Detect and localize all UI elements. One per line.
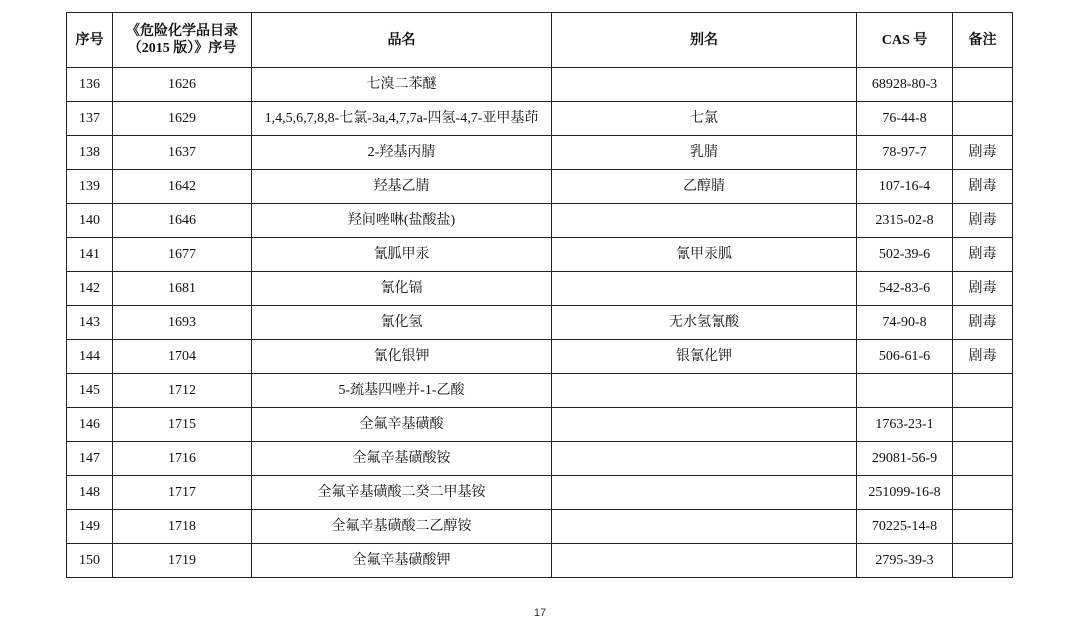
cell-name: 全氟辛基磺酸二乙醇铵 bbox=[252, 510, 552, 544]
cell-seq: 150 bbox=[67, 544, 113, 578]
cell-name: 七溴二苯醚 bbox=[252, 68, 552, 102]
cell-catalog-seq: 1718 bbox=[113, 510, 252, 544]
cell-remark: 剧毒 bbox=[953, 204, 1013, 238]
chemical-table bbox=[66, 12, 1013, 578]
cell-cas: 251099-16-8 bbox=[857, 476, 953, 510]
table-row bbox=[67, 204, 1013, 238]
header-catalog-seq bbox=[113, 13, 252, 68]
cell-alias bbox=[552, 510, 857, 544]
cell-seq: 141 bbox=[67, 238, 113, 272]
cell-seq: 140 bbox=[67, 204, 113, 238]
cell-remark bbox=[953, 442, 1013, 476]
cell-remark: 剧毒 bbox=[953, 340, 1013, 374]
table-row bbox=[67, 272, 1013, 306]
cell-alias: 银氰化钾 bbox=[552, 340, 857, 374]
cell-cas: 2315-02-8 bbox=[857, 204, 953, 238]
cell-alias: 乙醇腈 bbox=[552, 170, 857, 204]
cell-catalog-seq: 1637 bbox=[113, 136, 252, 170]
cell-cas: 2795-39-3 bbox=[857, 544, 953, 578]
cell-catalog-seq: 1717 bbox=[113, 476, 252, 510]
cell-alias bbox=[552, 442, 857, 476]
cell-catalog-seq: 1626 bbox=[113, 68, 252, 102]
header-seq: 序号 bbox=[67, 13, 113, 68]
cell-remark bbox=[953, 408, 1013, 442]
table-row bbox=[67, 442, 1013, 476]
cell-cas: 68928-80-3 bbox=[857, 68, 953, 102]
header-alias: 别名 bbox=[552, 13, 857, 68]
table-row bbox=[67, 306, 1013, 340]
cell-remark: 剧毒 bbox=[953, 136, 1013, 170]
cell-name: 2-羟基丙腈 bbox=[252, 136, 552, 170]
cell-catalog-seq: 1712 bbox=[113, 374, 252, 408]
cell-name: 全氟辛基磺酸钾 bbox=[252, 544, 552, 578]
cell-name: 氰化银钾 bbox=[252, 340, 552, 374]
table-header-row bbox=[67, 13, 1013, 68]
cell-alias bbox=[552, 272, 857, 306]
table-row bbox=[67, 136, 1013, 170]
table-row bbox=[67, 238, 1013, 272]
cell-cas: 107-16-4 bbox=[857, 170, 953, 204]
cell-name: 羟间唑啉(盐酸盐) bbox=[252, 204, 552, 238]
page-number: 17 bbox=[533, 607, 547, 619]
cell-catalog-seq: 1704 bbox=[113, 340, 252, 374]
cell-cas bbox=[857, 374, 953, 408]
cell-remark: 剧毒 bbox=[953, 272, 1013, 306]
cell-cas: 1763-23-1 bbox=[857, 408, 953, 442]
cell-cas: 542-83-6 bbox=[857, 272, 953, 306]
cell-remark bbox=[953, 510, 1013, 544]
cell-catalog-seq: 1693 bbox=[113, 306, 252, 340]
table-row bbox=[67, 544, 1013, 578]
cell-alias bbox=[552, 544, 857, 578]
table-row bbox=[67, 510, 1013, 544]
header-name: 品名 bbox=[252, 13, 552, 68]
cell-catalog-seq: 1677 bbox=[113, 238, 252, 272]
cell-catalog-seq: 1646 bbox=[113, 204, 252, 238]
cell-remark bbox=[953, 374, 1013, 408]
cell-seq: 145 bbox=[67, 374, 113, 408]
cell-seq: 138 bbox=[67, 136, 113, 170]
cell-catalog-seq: 1642 bbox=[113, 170, 252, 204]
cell-seq: 144 bbox=[67, 340, 113, 374]
table-row bbox=[67, 102, 1013, 136]
cell-cas: 74-90-8 bbox=[857, 306, 953, 340]
cell-cas: 506-61-6 bbox=[857, 340, 953, 374]
table-row bbox=[67, 408, 1013, 442]
cell-catalog-seq: 1629 bbox=[113, 102, 252, 136]
cell-alias: 无水氢氰酸 bbox=[552, 306, 857, 340]
cell-name: 1,4,5,6,7,8,8-七氯-3a,4,7,7a-四氢-4,7-亚甲基茚 bbox=[252, 102, 552, 136]
cell-cas: 502-39-6 bbox=[857, 238, 953, 272]
header-catalog-seq-line1: 《危险化学品目录 bbox=[126, 24, 238, 39]
cell-cas: 76-44-8 bbox=[857, 102, 953, 136]
cell-seq: 137 bbox=[67, 102, 113, 136]
cell-seq: 146 bbox=[67, 408, 113, 442]
cell-name: 氰化氢 bbox=[252, 306, 552, 340]
cell-catalog-seq: 1681 bbox=[113, 272, 252, 306]
cell-alias bbox=[552, 374, 857, 408]
cell-alias: 乳腈 bbox=[552, 136, 857, 170]
cell-alias bbox=[552, 68, 857, 102]
table-row bbox=[67, 476, 1013, 510]
cell-seq: 147 bbox=[67, 442, 113, 476]
cell-remark bbox=[953, 476, 1013, 510]
cell-name: 氰胍甲汞 bbox=[252, 238, 552, 272]
header-catalog-seq-line2: （2015 版）》序号 bbox=[127, 41, 237, 56]
cell-remark: 剧毒 bbox=[953, 170, 1013, 204]
header-cas: CAS 号 bbox=[857, 13, 953, 68]
cell-catalog-seq: 1716 bbox=[113, 442, 252, 476]
cell-alias bbox=[552, 204, 857, 238]
header-remark: 备注 bbox=[953, 13, 1013, 68]
cell-cas: 70225-14-8 bbox=[857, 510, 953, 544]
cell-remark: 剧毒 bbox=[953, 238, 1013, 272]
cell-name: 羟基乙腈 bbox=[252, 170, 552, 204]
cell-alias bbox=[552, 476, 857, 510]
table-row bbox=[67, 340, 1013, 374]
cell-name: 全氟辛基磺酸铵 bbox=[252, 442, 552, 476]
cell-remark: 剧毒 bbox=[953, 306, 1013, 340]
cell-alias: 氰甲汞胍 bbox=[552, 238, 857, 272]
cell-seq: 148 bbox=[67, 476, 113, 510]
cell-name: 氰化镉 bbox=[252, 272, 552, 306]
cell-remark bbox=[953, 102, 1013, 136]
cell-name: 全氟辛基磺酸二癸二甲基铵 bbox=[252, 476, 552, 510]
cell-cas: 29081-56-9 bbox=[857, 442, 953, 476]
cell-name: 5-巯基四唑并-1-乙酸 bbox=[252, 374, 552, 408]
cell-remark bbox=[953, 544, 1013, 578]
table-row bbox=[67, 374, 1013, 408]
cell-alias bbox=[552, 408, 857, 442]
cell-name: 全氟辛基磺酸 bbox=[252, 408, 552, 442]
table-row bbox=[67, 68, 1013, 102]
cell-seq: 143 bbox=[67, 306, 113, 340]
cell-remark bbox=[953, 68, 1013, 102]
cell-seq: 149 bbox=[67, 510, 113, 544]
cell-cas: 78-97-7 bbox=[857, 136, 953, 170]
cell-catalog-seq: 1715 bbox=[113, 408, 252, 442]
cell-catalog-seq: 1719 bbox=[113, 544, 252, 578]
cell-seq: 142 bbox=[67, 272, 113, 306]
cell-alias: 七氯 bbox=[552, 102, 857, 136]
table-row bbox=[67, 170, 1013, 204]
cell-seq: 136 bbox=[67, 68, 113, 102]
cell-seq: 139 bbox=[67, 170, 113, 204]
table-body bbox=[67, 68, 1013, 578]
